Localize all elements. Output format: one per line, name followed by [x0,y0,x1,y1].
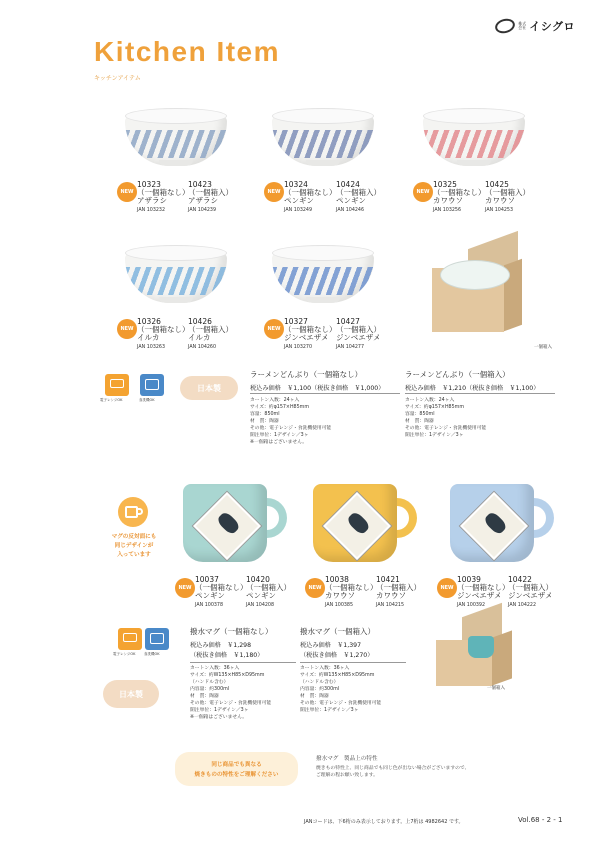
new-badge: NEW [264,319,284,339]
mug-image-kawauso [313,484,417,566]
product-name: カワウソ [433,196,463,205]
jan-code: JAN 104277 [336,345,365,350]
new-badge: NEW [437,578,457,598]
new-badge: NEW [175,578,195,598]
spec-list [250,397,331,446]
code-block [246,576,291,600]
box-label: 一個箱入 [534,345,552,350]
box-type: （一個箱入） [188,188,233,197]
code: 10037 [195,575,219,584]
box-type: （一個箱入） [508,583,553,592]
spec-list [190,665,271,721]
code-block [137,318,190,342]
spec-line: カートン入数：36ヶ入 [190,666,240,671]
product-title: 撥水マグ（一個箱なし） [190,627,273,636]
jan-code: JAN 103232 [137,208,166,213]
box-type: （一個箱入） [376,583,421,592]
code: 10423 [188,180,212,189]
divider [405,393,555,394]
page-title: Kitchen Item [94,36,281,67]
divider [300,662,406,663]
microwave-caption: 電子レンジOK [113,652,136,656]
bowl-image-azarashi [125,108,227,170]
code-block [325,576,378,600]
product-name: カワウソ [325,591,355,600]
box-type: （一個箱入） [188,325,233,334]
new-badge: NEW [117,182,137,202]
code-block [188,181,233,205]
dishwasher-icon [140,374,164,396]
jan-code: JAN 104246 [336,208,365,213]
company-logo [495,18,575,34]
spec-line: 開注単位：1デザイン／3ヶ [405,433,464,438]
spec-line: サイズ：約φ157×H85mm [250,405,309,410]
code: 10324 [284,180,308,189]
logo-small-2: 会社 [518,25,527,30]
code: 10326 [137,317,161,326]
code-block [508,576,553,600]
new-badge: NEW [264,182,284,202]
dishwasher-caption: 食洗機OK [144,652,160,656]
product-name: アザラシ [188,196,218,205]
code: 10425 [485,180,509,189]
note-line: 入っています [117,552,151,558]
divider [190,662,296,663]
code-block [284,318,337,342]
code-block [457,576,510,600]
code-block [336,181,381,205]
made-in-japan-badge: 日本製 [180,376,238,400]
code-block [137,181,190,205]
code: 10039 [457,575,481,584]
box-type: （一個箱なし） [457,583,510,592]
spec-line: 内容量：約300ml [190,687,230,692]
notice-line: 同じ商品でも異なる [211,762,262,768]
code: 10325 [433,180,457,189]
code-block [485,181,530,205]
box-type: （一個箱入） [336,188,381,197]
bowl-image-iruka [125,245,227,307]
product-name: ペンギン [246,591,276,600]
mug-note-icon [118,497,148,527]
code: 10421 [376,575,400,584]
code: 10422 [508,575,532,584]
logo-small-1: 株式 [518,21,527,26]
code-block [376,576,421,600]
box-type: （一個箱入） [246,583,291,592]
jan-code: JAN 103249 [284,208,313,213]
bowl-image-jinbeezame [272,245,374,307]
notice-banner [175,752,298,786]
spec-line: 容量：850ml [250,412,280,417]
box-type: （一個箱なし） [433,188,486,197]
jan-code: JAN 104260 [188,345,217,350]
product-name: カワウソ [376,591,406,600]
mug-side-note [102,533,166,560]
product-name: ペンギン [195,591,225,600]
product-title: ラーメンどんぶり（一個箱入） [405,370,510,379]
box-type: （一個箱なし） [284,188,337,197]
code: 10426 [188,317,212,326]
characteristics-note [316,756,469,779]
page-number: Vol.68 - 2 - 1 [518,816,563,824]
jan-code: JAN 100378 [195,603,224,608]
spec-line: 開注単位：1デザイン／3ヶ [250,433,309,438]
spec-line: その他：電子レンジ・食洗機使用可能 [250,426,332,431]
new-badge: NEW [305,578,325,598]
spec-line: 材 質：陶器 [250,419,279,424]
code: 10327 [284,317,308,326]
jan-code: JAN 100385 [325,603,354,608]
box-type: （一個箱なし） [137,325,190,334]
made-in-japan-badge: 日本製 [103,680,159,708]
jan-footnote: JANコードは、下6桁のみ表示しております。上7桁は 4982642 です。 [304,819,464,825]
product-price: 税込み価格 ￥1,210（税抜き価格 ￥1,100） [405,385,540,392]
note-line: 焼きもの特性上、同じ商品でも同じ色が出ない場合がございますので、 [316,766,470,771]
microwave-icon [118,628,142,650]
jan-code: JAN 104222 [508,603,537,608]
code-block [284,181,337,205]
product-name: イルカ [188,333,211,342]
new-badge: NEW [117,319,137,339]
spec-line: 材 質：陶器 [190,694,219,699]
spec-line: サイズ：約φ157×H85mm [405,405,464,410]
jan-code: JAN 104253 [485,208,514,213]
logo-small [518,22,526,30]
code-block [336,318,381,342]
spec-list [405,397,486,439]
logo-mark-icon [494,17,517,36]
mug-image-jinbeezame [450,484,554,566]
gift-box-bowl-image [428,240,526,336]
code-block [195,576,248,600]
dishwasher-caption: 食洗機OK [139,398,155,402]
box-type: （一個箱入） [485,188,530,197]
code: 10427 [336,317,360,326]
bowl-image-kawauso [423,108,525,170]
spec-line: ※一個箱はございません。 [190,715,248,720]
spec-line: カートン入数：24ヶ入 [250,398,300,403]
code-block [188,318,233,342]
product-name: ペンギン [336,196,366,205]
jan-code: JAN 104239 [188,208,217,213]
dishwasher-icon [145,628,169,650]
jan-code: JAN 104215 [376,603,405,608]
box-type: （一個箱入） [336,325,381,334]
spec-line: その他：電子レンジ・食洗機使用可能 [190,701,272,706]
product-name: ジンベエザメ [508,591,553,600]
code: 10323 [137,180,161,189]
product-name: ペンギン [284,196,314,205]
spec-line: カートン入数：24ヶ入 [405,398,455,403]
new-badge: NEW [413,182,433,202]
product-price: 税込み価格 ￥1,298 [190,642,252,649]
product-price: 税込み価格 ￥1,397 [300,642,362,649]
jan-code: JAN 103270 [284,345,313,350]
microwave-icon [105,374,129,396]
note-line: ご理解の程お願い致します。 [316,773,378,778]
box-type: （一個箱なし） [195,583,248,592]
notice-line: 焼きものの特性をご理解ください [194,772,279,778]
product-price-excl: （税抜き価格 ￥1,180） [190,652,264,659]
product-name: イルカ [137,333,160,342]
product-title: 撥水マグ（一個箱入） [300,627,375,636]
product-name: アザラシ [137,196,167,205]
product-price-excl: （税抜き価格 ￥1,270） [300,652,374,659]
spec-line: （ハンドル含む） [300,680,339,685]
note-line: 同じデザインが [114,543,154,549]
spec-line: 材 質：陶器 [405,419,434,424]
product-name: ジンベエザメ [336,333,381,342]
spec-list [300,665,381,714]
product-name: ジンベエザメ [457,591,502,600]
spec-line: サイズ：約W135×H85×D95mm [300,673,375,678]
code: 10038 [325,575,349,584]
box-type: （一個箱なし） [137,188,190,197]
box-label: 一個箱入 [487,686,505,691]
spec-line: （ハンドル含む） [190,680,229,685]
spec-line: 容量：850ml [405,412,435,417]
product-title: ラーメンどんぶり（一個箱なし） [250,370,363,379]
box-type: （一個箱なし） [325,583,378,592]
spec-line: サイズ：約W135×H85×D95mm [190,673,265,678]
spec-line: 開注単位：1デザイン／3ヶ [190,708,249,713]
spec-line: 内容量：約300ml [300,687,340,692]
product-name: ジンベエザメ [284,333,329,342]
jan-code: JAN 103256 [433,208,462,213]
spec-line: 材 質：陶器 [300,694,329,699]
microwave-caption: 電子レンジOK [100,398,123,402]
spec-line: カートン入数：36ヶ入 [300,666,350,671]
spec-line: ※一個箱はございません。 [250,440,308,445]
mug-image-penguin [183,484,287,566]
note-title: 撥水マグ 製品上の特性 [316,756,378,762]
jan-code: JAN 103263 [137,345,166,350]
gift-box-mug-image [432,610,518,690]
jan-code: JAN 104208 [246,603,275,608]
divider [250,393,400,394]
code-block [433,181,486,205]
code: 10420 [246,575,270,584]
note-line: マグの反対面にも [111,534,157,540]
spec-line: その他：電子レンジ・食洗機使用可能 [300,701,382,706]
product-price: 税込み価格 ￥1,100（税抜き価格 ￥1,000） [250,385,385,392]
spec-line: その他：電子レンジ・食洗機使用可能 [405,426,487,431]
page-subtitle: キッチンアイテム [94,75,141,82]
bowl-image-penguin [272,108,374,170]
code: 10424 [336,180,360,189]
jan-code: JAN 100392 [457,603,486,608]
logo-text: イシグロ [529,20,575,33]
spec-line: 開注単位：1デザイン／3ヶ [300,708,359,713]
product-name: カワウソ [485,196,515,205]
box-type: （一個箱なし） [284,325,337,334]
